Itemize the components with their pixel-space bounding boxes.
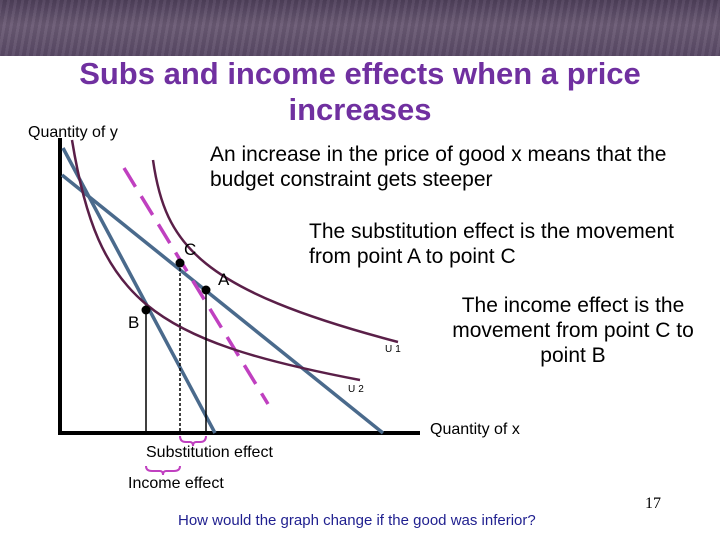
- budget-line-original: [62, 175, 383, 433]
- budget-caption: An increase in the price of good x means that the budget constraint gets steeper: [210, 143, 667, 191]
- inferior-good-question: How would the graph change if the good was inferior?: [178, 512, 536, 529]
- budget-line-new: [63, 148, 215, 433]
- income-brace: [146, 466, 180, 475]
- u1-label: U1: [385, 344, 404, 355]
- point-a-label: A: [218, 270, 230, 289]
- x-axis-label: Quantity of x: [430, 421, 520, 438]
- income-caption: The income effect is the movement from point C to point B: [452, 294, 694, 367]
- point-a-marker: [202, 286, 211, 295]
- substitution-caption: The substitution effect is the movement from point A to point C: [309, 220, 674, 268]
- income-effect-label: Income effect: [128, 475, 224, 492]
- substitution-effect-label: Substitution effect: [146, 444, 273, 461]
- point-c-marker: [176, 259, 185, 268]
- slide-title: Subs and income effects when a price increases: [79, 56, 641, 127]
- indifference-curve-u2: [72, 140, 360, 380]
- point-b-marker: [142, 306, 151, 315]
- point-b-label: B: [128, 313, 140, 332]
- point-c-label: C: [184, 240, 197, 259]
- u2-label: U2: [348, 384, 367, 395]
- y-axis-label: Quantity of y: [28, 124, 118, 141]
- page-number: 17: [645, 495, 661, 512]
